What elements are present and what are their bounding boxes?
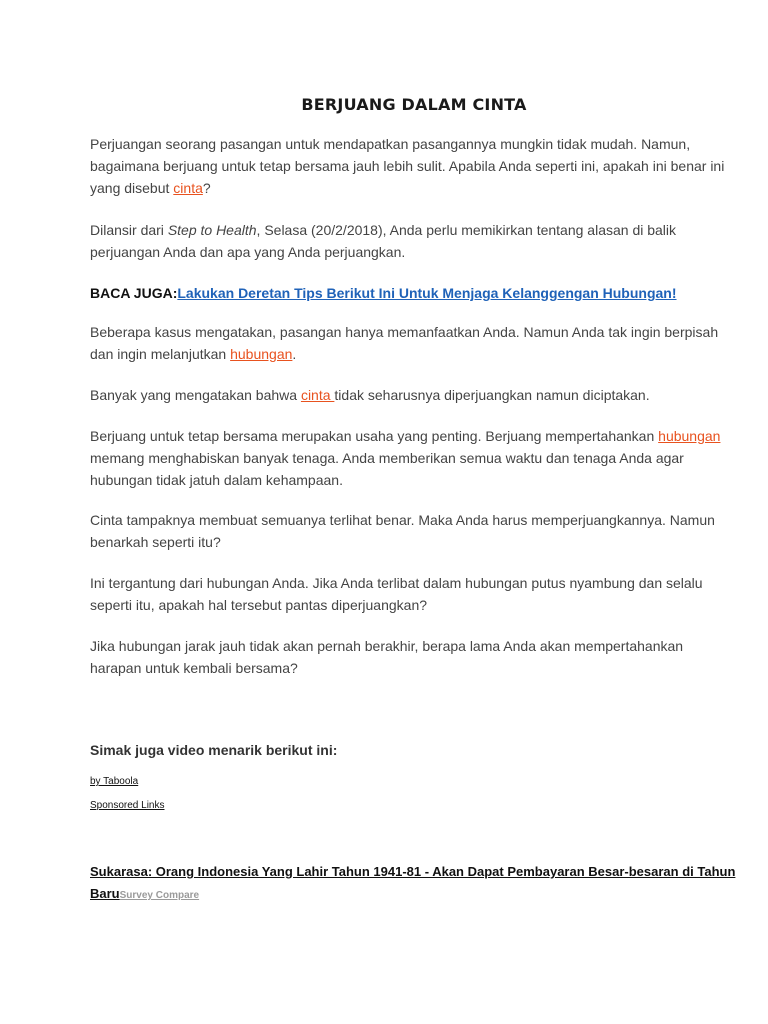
keyword-link-hubungan[interactable]: hubungan <box>230 346 293 362</box>
keyword-link-hubungan[interactable]: hubungan <box>658 428 721 444</box>
taboola-link[interactable]: by Taboola <box>90 776 139 787</box>
paragraph-intro <box>90 133 738 199</box>
paragraph-text: Dilansir dari <box>90 222 168 238</box>
paragraph-3 <box>90 321 738 365</box>
video-heading: Simak juga video menarik berikut ini: <box>90 742 338 758</box>
read-also <box>90 282 738 304</box>
sponsored-item[interactable] <box>90 861 738 907</box>
paragraph-5 <box>90 425 738 491</box>
sponsored-item-title[interactable]: Sukarasa: Orang Indonesia Yang Lahir Tahun 1941-81 - Akan Dapat Pembayaran Besar-besaran di Tahun Baru <box>90 864 736 901</box>
read-also-label: BACA JUGA: <box>90 285 178 301</box>
paragraph-text: ? <box>202 180 211 196</box>
keyword-link-cinta[interactable]: cinta <box>300 387 335 403</box>
paragraph-7: Ini tergantung dari hubungan Anda. Jika Anda terlibat dalam hubungan putus nyambung dan selalu seperti itu, apakah hal tersebut pantas diperjuangkan? <box>90 575 703 613</box>
paragraph-text: . <box>292 346 297 362</box>
paragraph-text: Perjuangan seorang pasangan untuk mendapatkan pasangannya mungkin tidak mudah. Namun, bagaimana berjuang untuk tetap bersama jauh lebih sulit. Apabila Anda seperti ini, apakah ini benar ini yang disebut <box>90 136 725 196</box>
paragraph-6: Cinta tampaknya membuat semuanya terlihat benar. Maka Anda harus memperjuangkannya. Namun benarkah seperti itu? <box>90 512 715 550</box>
paragraph-text: Berjuang untuk tetap bersama merupakan usaha yang penting. Berjuang mempertahankan <box>90 428 659 444</box>
paragraph-text: Banyak yang mengatakan bahwa <box>90 387 301 403</box>
read-also-link[interactable]: Lakukan Deretan Tips Berikut Ini Untuk Menjaga Kelanggengan Hubungan! <box>177 285 677 301</box>
paragraph-text: , Selasa (20/2/2018), Anda perlu memikirkan tentang alasan di balik perjuangan Anda dan apa yang Anda perjuangkan. <box>90 222 677 260</box>
article-title: BERJUANG DALAM CINTA <box>301 95 527 114</box>
source-name: Step to Health <box>167 222 257 238</box>
paragraph-text: memang menghabiskan banyak tenaga. Anda memberikan semua waktu dan tenaga Anda agar hubungan tidak jatuh dalam kehampaan. <box>90 450 684 488</box>
paragraph-text: tidak seharusnya diperjuangkan namun diciptakan. <box>334 387 650 403</box>
paragraph-source <box>90 219 738 263</box>
paragraph-text: Beberapa kasus mengatakan, pasangan hanya memanfaatkan Anda. Namun Anda tak ingin berpisah dan ingin melanjutkan <box>90 324 719 362</box>
sponsored-item-source[interactable]: Survey Compare <box>119 890 200 901</box>
keyword-link-cinta[interactable]: cinta <box>173 180 203 196</box>
sponsored-links-link[interactable]: Sponsored Links <box>90 800 165 811</box>
paragraph-4 <box>90 384 738 406</box>
paragraph-8: Jika hubungan jarak jauh tidak akan pernah berakhir, berapa lama Anda akan mempertahankan harapan untuk kembali bersama? <box>90 638 684 676</box>
